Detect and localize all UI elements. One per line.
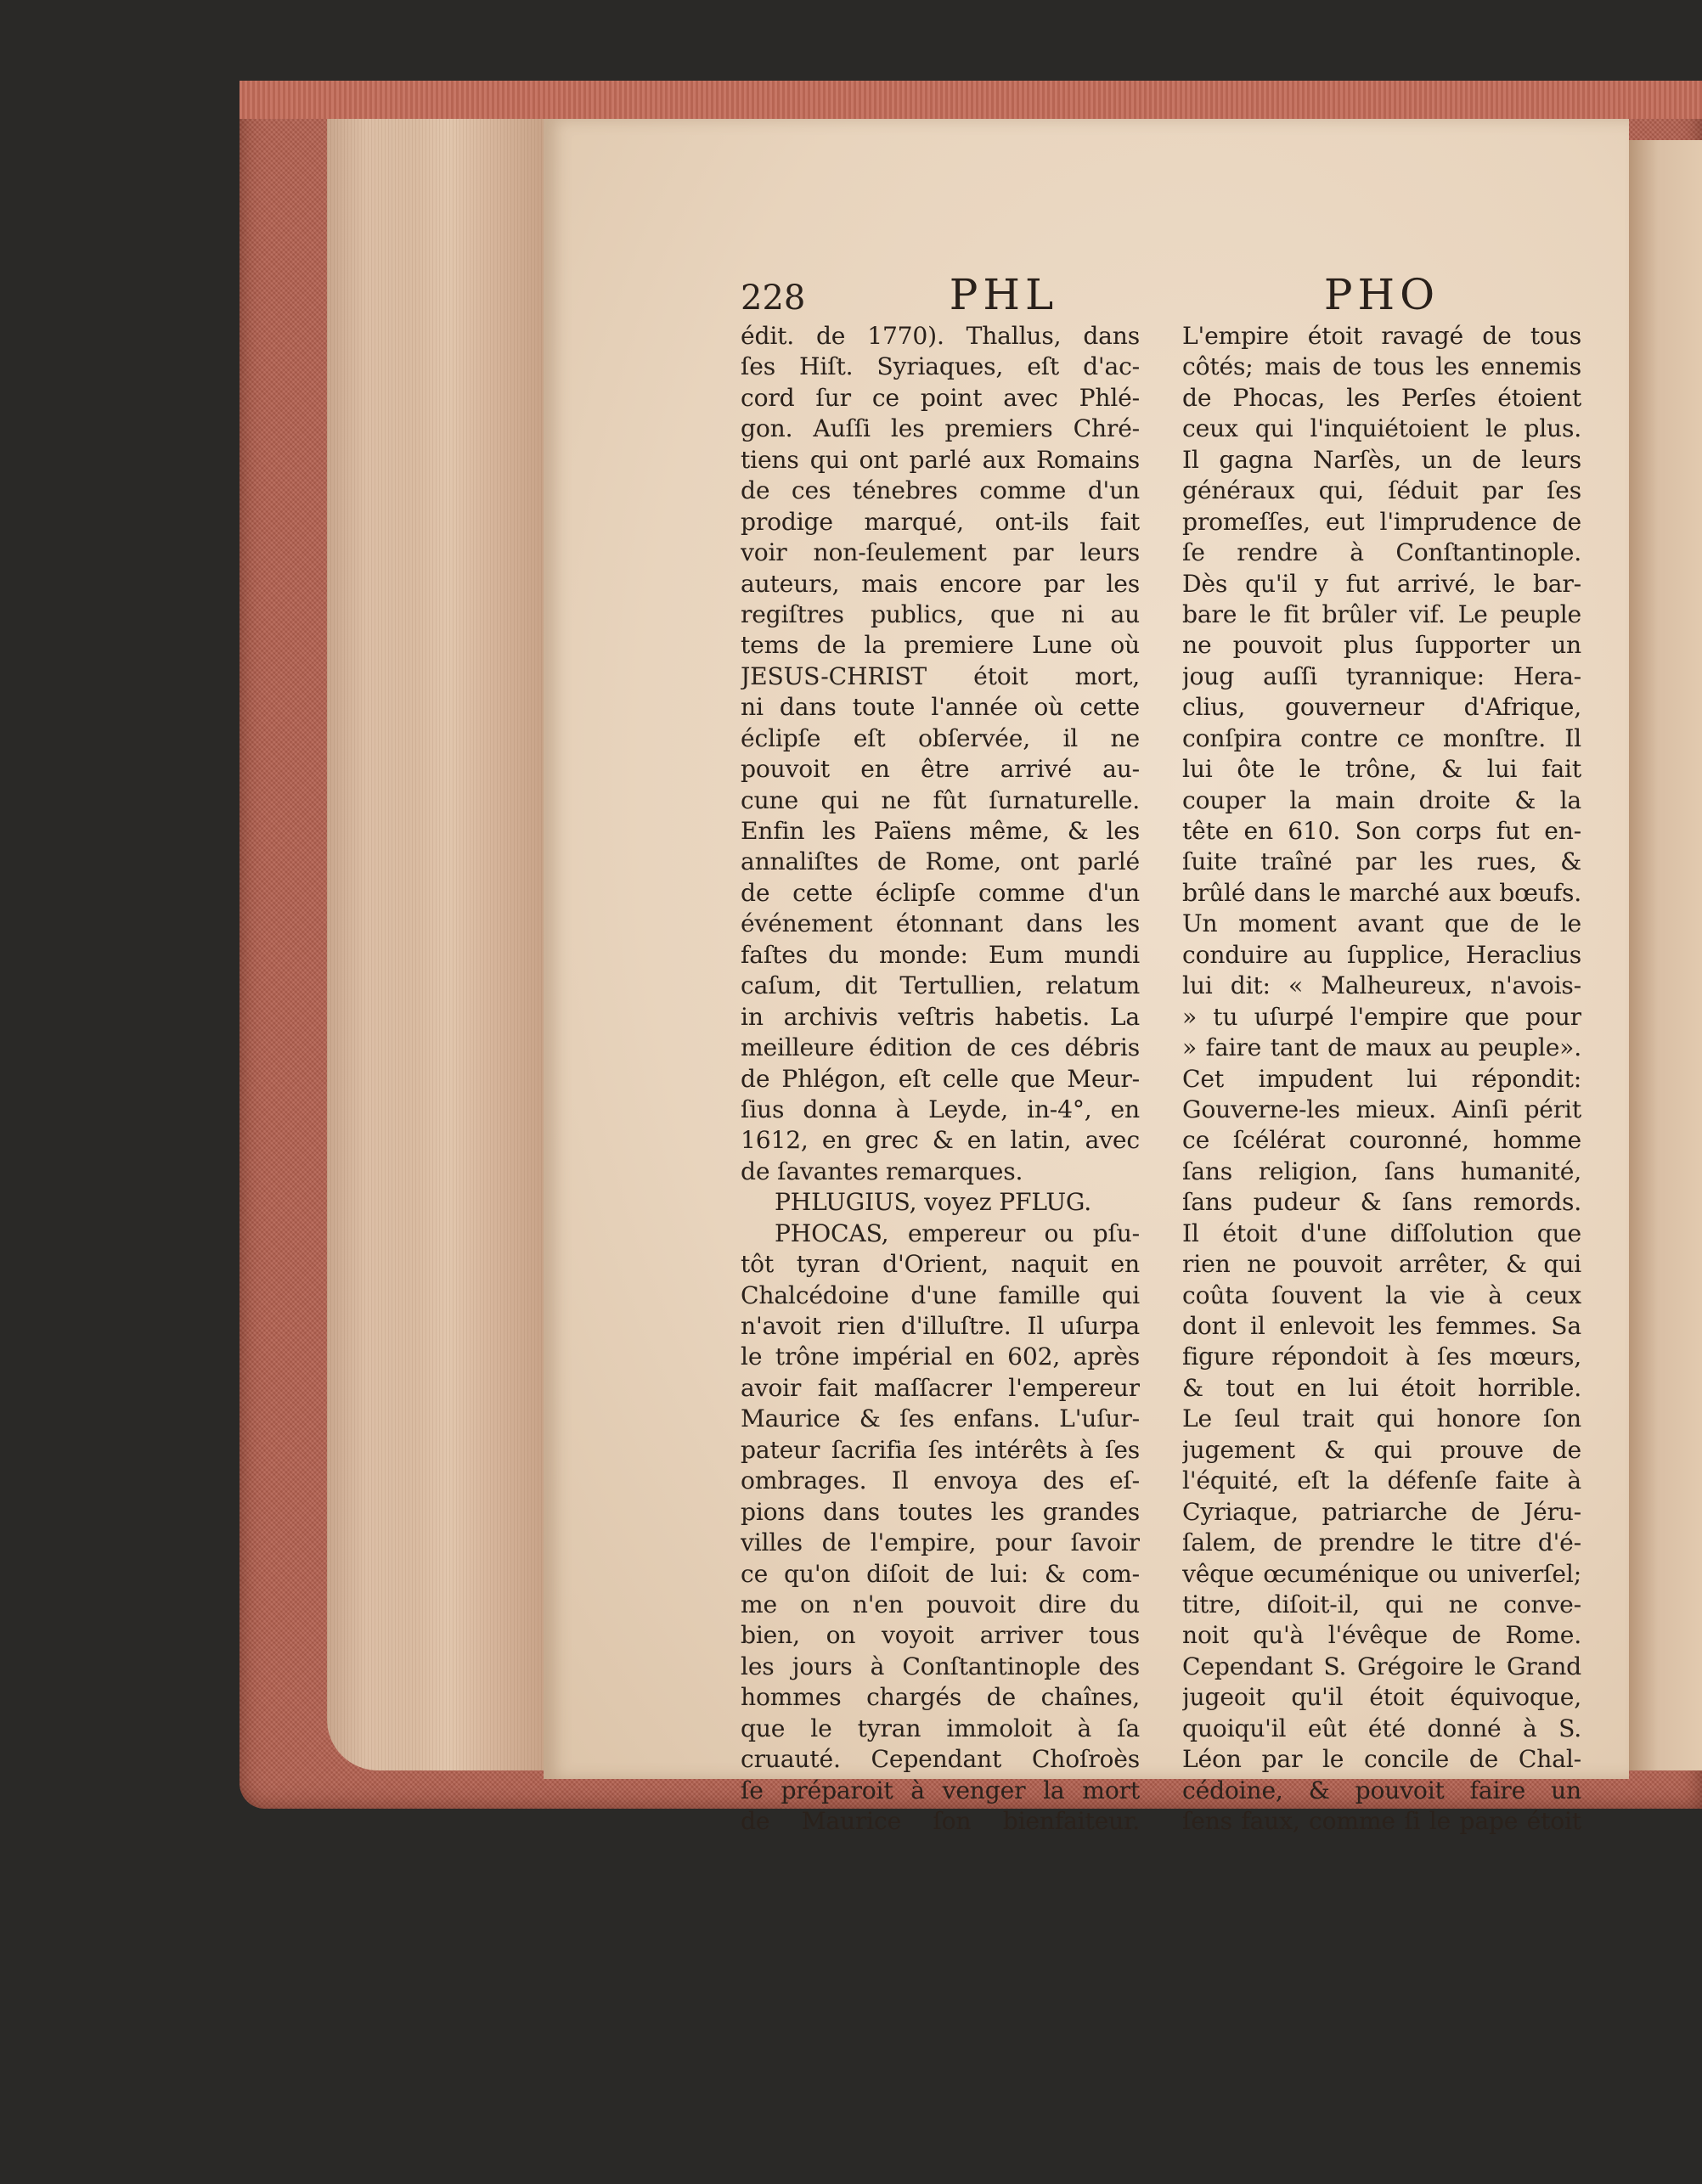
text-line: conſpira contre ce monſtre. Il bbox=[1182, 723, 1581, 752]
text-line: ſe préparoit à venger la mort bbox=[741, 1776, 1140, 1804]
text-line: cruauté. Cependant Choſroès bbox=[741, 1745, 1140, 1774]
text-line: ſes Hiſt. Syriaques, eſt d'ac- bbox=[741, 352, 1140, 381]
text-line: » tu uſurpé l'empire que pour bbox=[1182, 1002, 1581, 1031]
text-line: joug auſſi tyrannique: Hera- bbox=[1182, 661, 1581, 690]
running-head bbox=[741, 270, 1581, 321]
text-line: bien, on voyoit arriver tous bbox=[741, 1621, 1140, 1650]
text-line: Dès qu'il y fut arrivé, le bar- bbox=[1182, 569, 1581, 598]
text-line: ſalem, de prendre le titre d'é- bbox=[1182, 1528, 1581, 1557]
text-line: Un moment avant que de le bbox=[1182, 909, 1581, 938]
text-line: de ces ténebres comme d'un bbox=[741, 476, 1140, 505]
text-line: Il étoit d'une diſſolution que bbox=[1182, 1219, 1581, 1247]
text-line: tiens qui ont parlé aux Romains bbox=[741, 445, 1140, 474]
right-running-head: PHO bbox=[1323, 270, 1440, 319]
text-line: titre, diſoit-il, qui ne conve- bbox=[1182, 1590, 1581, 1618]
text-line: Cyriaque, patriarche de Jéru- bbox=[1182, 1497, 1581, 1526]
text-columns bbox=[741, 321, 1581, 1837]
left-column bbox=[741, 321, 1140, 1837]
text-line: jugement & qui prouve de bbox=[1182, 1435, 1581, 1464]
text-line: couper la main droite & la bbox=[1182, 785, 1581, 814]
text-line: ni dans toute l'année où cette bbox=[741, 693, 1140, 722]
text-line: cord ſur ce point avec Phlé- bbox=[741, 383, 1140, 412]
text-line: JESUS-CHRIST étoit mort, bbox=[741, 661, 1140, 690]
text-line: figure répondoit à ſes mœurs, bbox=[1182, 1342, 1581, 1371]
text-line: n'avoit rien d'illuſtre. Il uſurpa bbox=[741, 1312, 1140, 1340]
text-line: promeſſes, eut l'imprudence de bbox=[1182, 507, 1581, 536]
text-line: tête en 610. Son corps fut en- bbox=[1182, 817, 1581, 845]
text-line: PHOCAS, empereur ou pſu- bbox=[775, 1219, 1140, 1247]
text-line: faſtes du monde: Eum mundi bbox=[741, 940, 1140, 969]
page-text bbox=[741, 270, 1581, 1837]
text-line: les jours à Conſtantinople des bbox=[741, 1652, 1140, 1680]
text-line: quoiqu'il eût été donné à S. bbox=[1182, 1714, 1581, 1742]
text-line: avoir fait maſſacrer l'empereur bbox=[741, 1373, 1140, 1402]
text-line: regiſtres publics, que ni au bbox=[741, 599, 1140, 628]
text-line: & tout en lui étoit horrible. bbox=[1182, 1373, 1581, 1402]
text-line: le trône impérial en 602, après bbox=[741, 1342, 1140, 1371]
text-line: ce qu'on diſoit de lui: & com- bbox=[741, 1559, 1140, 1588]
text-line: L'empire étoit ravagé de tous bbox=[1182, 322, 1581, 350]
left-running-head: PHL bbox=[949, 270, 1059, 319]
text-line: Léon par le concile de Chal- bbox=[1182, 1745, 1581, 1774]
text-line: voir non-ſeulement par leurs bbox=[741, 538, 1140, 567]
text-line: Le ſeul trait qui honore ſon bbox=[1182, 1404, 1581, 1433]
text-line: ſans pudeur & ſans remords. bbox=[1182, 1188, 1581, 1217]
text-line: éclipſe eſt obſervée, il ne bbox=[741, 723, 1140, 752]
text-line: édit. de 1770). Thallus, dans bbox=[741, 322, 1140, 350]
book-cover-top-edge bbox=[240, 81, 1702, 119]
text-line: généraux qui, ſéduit par ſes bbox=[1182, 476, 1581, 505]
text-line: de Phocas, les Perſes étoient bbox=[1182, 383, 1581, 412]
text-line: ſens faux, comme ſi le pape étoit bbox=[1182, 1807, 1581, 1835]
text-line: PHLUGIUS, voyez PFLUG. bbox=[775, 1188, 1091, 1217]
text-line: meilleure édition de ces débris bbox=[741, 1033, 1140, 1062]
text-line: » faire tant de maux au peuple». bbox=[1182, 1033, 1581, 1062]
text-line: ceux qui l'inquiétoient le plus. bbox=[1182, 414, 1581, 443]
text-line: ſans religion, ſans humanité, bbox=[1182, 1157, 1581, 1185]
text-line: coûta ſouvent la vie à ceux bbox=[1182, 1281, 1581, 1309]
text-line: côtés; mais de tous les ennemis bbox=[1182, 352, 1581, 381]
text-line: bare le fit brûler vif. Le peuple bbox=[1182, 599, 1581, 628]
text-line: événement étonnant dans les bbox=[741, 909, 1140, 938]
text-line: ſe rendre à Conſtantinople. bbox=[1182, 538, 1581, 567]
text-line: de cette éclipſe comme d'un bbox=[741, 878, 1140, 907]
text-line: tôt tyran d'Orient, naquit en bbox=[741, 1250, 1140, 1279]
text-line: lui ôte le trône, & lui fait bbox=[1182, 755, 1581, 784]
text-line: Il gagna Narſès, un de leurs bbox=[1182, 445, 1581, 474]
text-line: brûlé dans le marché aux bœufs. bbox=[1182, 878, 1581, 907]
text-line: Cependant S. Grégoire le Grand bbox=[1182, 1652, 1581, 1680]
text-line: Cet impudent lui répondit: bbox=[1182, 1064, 1581, 1093]
text-line: in archivis veſtris habetis. La bbox=[741, 1002, 1140, 1031]
text-line: me on n'en pouvoit dire du bbox=[741, 1590, 1140, 1618]
text-line: Gouverne-les mieux. Ainſi périt bbox=[1182, 1095, 1581, 1123]
text-line: pouvoit en être arrivé au- bbox=[741, 755, 1140, 784]
text-line: de Maurice ſon bienfaiteur. bbox=[741, 1807, 1140, 1835]
text-line: cune qui ne fût ſurnaturelle. bbox=[741, 785, 1140, 814]
text-line: Enfin les Païens même, & les bbox=[741, 817, 1140, 845]
text-line: ombrages. Il envoya des eſ- bbox=[741, 1466, 1140, 1495]
text-line: ſius donna à Leyde, in-4°, en bbox=[741, 1095, 1140, 1123]
text-line: cédoine, & pouvoit faire un bbox=[1182, 1776, 1581, 1804]
page-number: 228 bbox=[741, 279, 806, 318]
text-line: noit qu'à l'évêque de Rome. bbox=[1182, 1621, 1581, 1650]
text-line: de ſavantes remarques. bbox=[741, 1157, 1023, 1185]
text-line: ce ſcélérat couronné, homme bbox=[1182, 1126, 1581, 1155]
text-line: annaliſtes de Rome, ont parlé bbox=[741, 847, 1140, 876]
text-line: que le tyran immoloit à ſa bbox=[741, 1714, 1140, 1742]
text-line: pateur ſacrifia ſes intérêts à ſes bbox=[741, 1435, 1140, 1464]
text-line: ne pouvoit plus ſupporter un bbox=[1182, 631, 1581, 660]
text-line: pions dans toutes les grandes bbox=[741, 1497, 1140, 1526]
text-line: caſum, dit Tertullien, relatum bbox=[741, 971, 1140, 1000]
text-line: jugeoit qu'il étoit équivoque, bbox=[1182, 1683, 1581, 1712]
text-line: prodige marqué, ont-ils fait bbox=[741, 507, 1140, 536]
text-line: rien ne pouvoit arrêter, & qui bbox=[1182, 1250, 1581, 1279]
text-line: tems de la premiere Lune où bbox=[741, 631, 1140, 660]
text-line: de Phlégon, eſt celle que Meur- bbox=[741, 1064, 1140, 1093]
text-line: ſuite traîné par les rues, & bbox=[1182, 847, 1581, 876]
text-line: conduire au ſupplice, Heraclius bbox=[1182, 940, 1581, 969]
page-edges bbox=[327, 119, 548, 1770]
text-line: vêque œcuménique ou univerſel; bbox=[1182, 1559, 1581, 1588]
text-line: dont il enlevoit les femmes. Sa bbox=[1182, 1312, 1581, 1340]
facing-page-edge bbox=[1629, 140, 1702, 1770]
text-line: lui dit: « Malheureux, n'avois- bbox=[1182, 971, 1581, 1000]
text-line: hommes chargés de chaînes, bbox=[741, 1683, 1140, 1712]
text-line: clius, gouverneur d'Afrique, bbox=[1182, 693, 1581, 722]
text-line: 1612, en grec & en latin, avec bbox=[741, 1126, 1140, 1155]
text-line: Maurice & ſes enfans. L'uſur- bbox=[741, 1404, 1140, 1433]
text-line: auteurs, mais encore par les bbox=[741, 569, 1140, 598]
text-line: l'équité, eſt la défenſe faite à bbox=[1182, 1466, 1581, 1495]
text-line: Chalcédoine d'une famille qui bbox=[741, 1281, 1140, 1309]
text-line: villes de l'empire, pour ſavoir bbox=[741, 1528, 1140, 1557]
text-line: gon. Auſſi les premiers Chré- bbox=[741, 414, 1140, 443]
right-column bbox=[1182, 321, 1581, 1837]
